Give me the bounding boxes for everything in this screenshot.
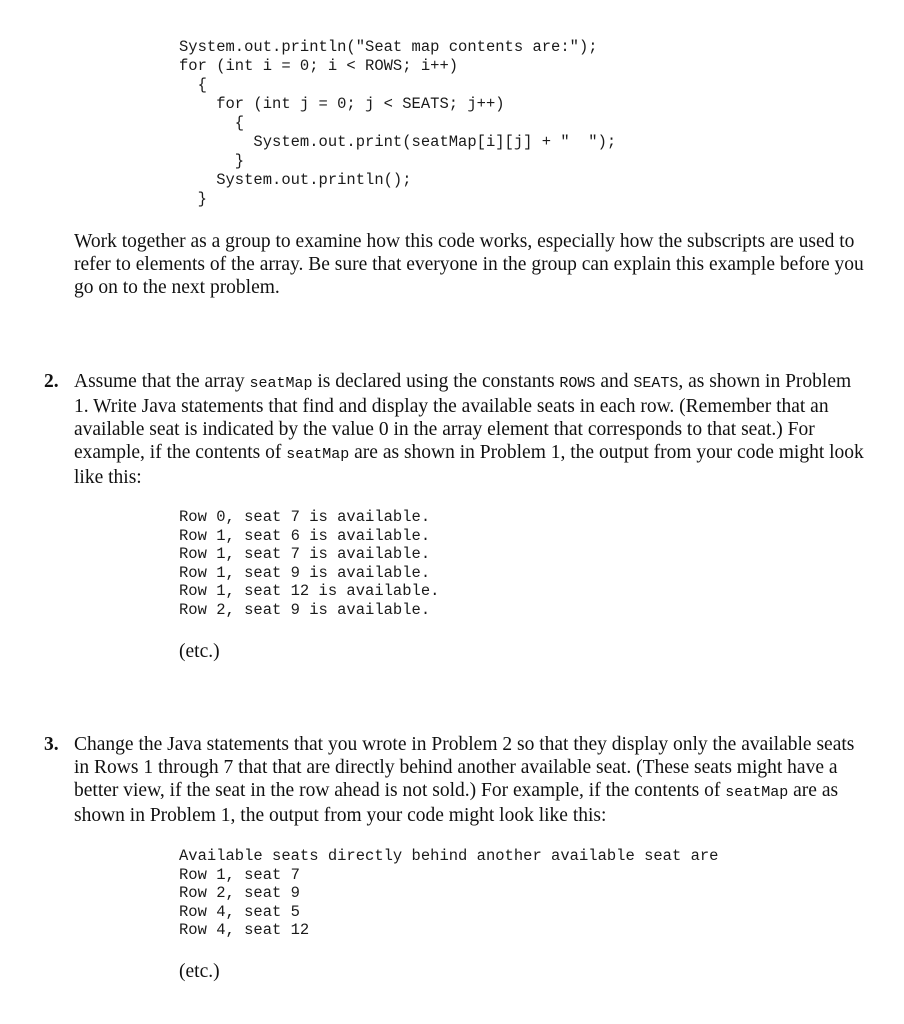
problem-text: is declared using the constants (312, 371, 560, 392)
code-line: { (179, 76, 207, 94)
output-line: Row 1, seat 9 is available. (179, 563, 431, 582)
problem-3-text (74, 733, 864, 827)
output-line: Row 1, seat 7 (179, 865, 300, 884)
output-line: Row 4, seat 12 (179, 921, 310, 939)
code-line: } (179, 152, 245, 170)
problem-2-etc: (etc.) (179, 641, 220, 662)
code-line: for (int i = 0; i < ROWS; i++) (179, 57, 459, 75)
code-line: System.out.println("Seat map contents are:"); (179, 38, 598, 56)
problem-3-sample-output (179, 847, 719, 940)
problem-text: are as shown in Problem 1, the output from your code might look like this: (74, 442, 864, 488)
output-line: Available seats directly behind another available seat are (179, 847, 719, 865)
output-line: Row 0, seat 7 is available. (179, 508, 431, 526)
inline-code-seatmap: seatMap (286, 446, 350, 463)
problem-3 (44, 733, 864, 827)
output-line: Row 1, seat 6 is available. (179, 526, 431, 545)
output-line: Row 2, seat 9 (179, 884, 300, 902)
intro-paragraph: Work together as a group to examine how this code works, especially how the subscripts are used to refer to elements of the array. Be sure that everyone in the group can explain this example before you go on to the next problem. (74, 231, 864, 298)
problem-number: 3. (44, 734, 59, 755)
inline-code-seats: SEATS (633, 375, 679, 392)
problem-text: and (595, 371, 634, 392)
output-line: Row 4, seat 5 (179, 902, 300, 921)
problem-2-sample-output (179, 508, 439, 619)
code-line: System.out.println(); (179, 171, 412, 189)
output-line: Row 1, seat 12 is available. (179, 582, 440, 600)
code-line: { (179, 114, 245, 132)
problem-text: Change the Java statements that you wrote in Problem 2 so that they display only the available seats in Rows 1 through 7 that that are directly behind another available seat. (These seats might have a better view, if the seat in the row ahead is not sold.) For example, if the contents of (74, 734, 855, 801)
problem-text: Assume that the array (74, 371, 250, 392)
code-line: for (int j = 0; j < SEATS; j++) (179, 95, 505, 113)
output-line: Row 1, seat 7 is available. (179, 545, 431, 563)
code-line: System.out.print(seatMap[i][j] + " "); (179, 133, 617, 151)
problem-2-text (74, 370, 864, 489)
code-example-block (179, 38, 616, 209)
problem-3-etc: (etc.) (179, 961, 220, 982)
inline-code-seatmap: seatMap (725, 784, 789, 801)
code-line: } (179, 190, 207, 208)
problem-number: 2. (44, 371, 59, 392)
output-line: Row 2, seat 9 is available. (179, 600, 431, 619)
problem-text: are as shown in Problem 1, the output from your code might look like this: (74, 780, 839, 826)
problem-2 (44, 370, 864, 489)
problem-text: , as shown in Problem 1. Write Java statements that find and display the available seats in each row. (Remember that an available seat is indicated by the value 0 in the array element that corresponds to that seat.) For example, if the contents of (74, 371, 852, 463)
inline-code-seatmap: seatMap (249, 375, 313, 392)
inline-code-rows: ROWS (559, 375, 596, 392)
